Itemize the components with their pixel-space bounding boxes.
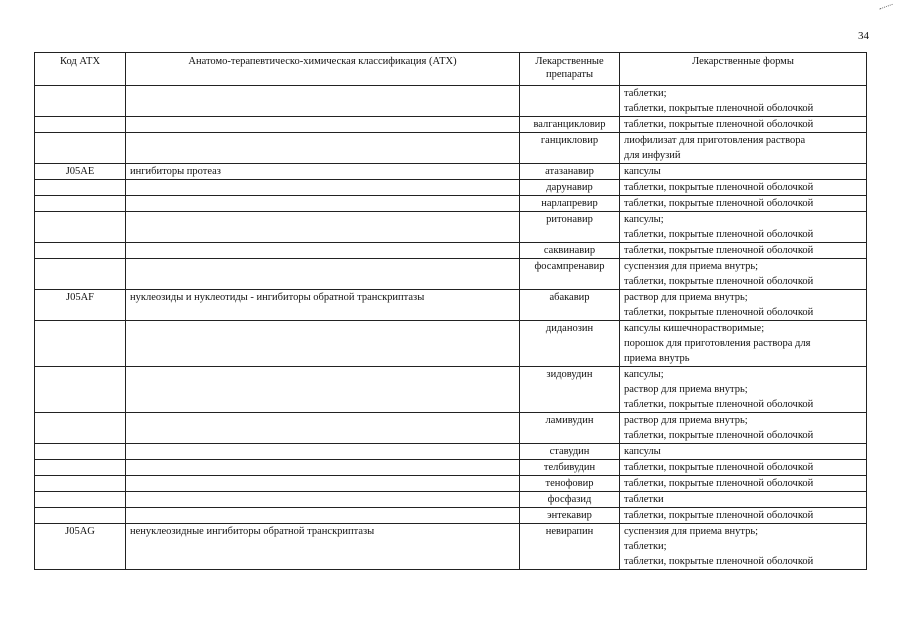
dosage-form-line: таблетки xyxy=(624,494,664,505)
classification-cell xyxy=(126,460,520,476)
dosage-forms-cell xyxy=(620,367,867,413)
classification-cell xyxy=(126,444,520,460)
table-row xyxy=(35,164,867,180)
atc-code-cell xyxy=(35,243,126,259)
dosage-forms-cell xyxy=(620,117,867,133)
dosage-form-line: таблетки, покрытые пленочной оболочкой xyxy=(624,462,814,473)
dosage-form-line: таблетки, покрытые пленочной оболочкой xyxy=(624,198,814,209)
dosage-form-line: таблетки, покрытые пленочной оболочкой xyxy=(624,307,814,318)
drug-name-cell: ставудин xyxy=(520,444,620,460)
table-row xyxy=(35,460,867,476)
drug-name-cell: энтекавир xyxy=(520,508,620,524)
dosage-form-line: таблетки, покрытые пленочной оболочкой xyxy=(624,556,814,567)
table-body xyxy=(35,86,867,570)
dosage-form-line: раствор для приема внутрь; xyxy=(624,415,748,426)
table-row xyxy=(35,413,867,444)
classification-cell xyxy=(126,212,520,243)
dosage-forms-cell xyxy=(620,460,867,476)
classification-cell xyxy=(126,86,520,117)
atc-code-cell: J05AF xyxy=(35,290,126,321)
atc-code-cell xyxy=(35,367,126,413)
drug-name-cell: дарунавир xyxy=(520,180,620,196)
dosage-forms-cell xyxy=(620,86,867,117)
drug-name-cell: тенофовир xyxy=(520,476,620,492)
atc-code-cell xyxy=(35,321,126,367)
dosage-form-line: таблетки, покрытые пленочной оболочкой xyxy=(624,478,814,489)
table-row xyxy=(35,492,867,508)
dosage-forms-cell xyxy=(620,164,867,180)
dosage-form-line: таблетки, покрытые пленочной оболочкой xyxy=(624,103,814,114)
drug-name-cell: фосампренавир xyxy=(520,259,620,290)
dosage-form-line: таблетки; xyxy=(624,88,667,99)
dosage-forms-cell xyxy=(620,524,867,570)
dosage-forms-cell xyxy=(620,508,867,524)
table-row xyxy=(35,259,867,290)
drug-name-cell: абакавир xyxy=(520,290,620,321)
classification-cell xyxy=(126,367,520,413)
table-row xyxy=(35,180,867,196)
dosage-forms-cell xyxy=(620,259,867,290)
drug-name-cell: нарлапревир xyxy=(520,196,620,212)
atc-code-cell xyxy=(35,413,126,444)
table-row xyxy=(35,196,867,212)
dosage-forms-cell xyxy=(620,212,867,243)
classification-cell xyxy=(126,243,520,259)
classification-cell xyxy=(126,413,520,444)
dosage-forms-cell xyxy=(620,133,867,164)
dosage-forms-cell xyxy=(620,290,867,321)
dosage-form-line: суспензия для приема внутрь; xyxy=(624,261,759,272)
table-row xyxy=(35,367,867,413)
dosage-form-line: таблетки, покрытые пленочной оболочкой xyxy=(624,510,814,521)
classification-cell: ингибиторы протеаз xyxy=(126,164,520,180)
atc-code-cell xyxy=(35,86,126,117)
atc-code-cell xyxy=(35,460,126,476)
table-row xyxy=(35,86,867,117)
atc-code-cell xyxy=(35,196,126,212)
dosage-form-line: капсулы; xyxy=(624,214,664,225)
dosage-forms-cell xyxy=(620,180,867,196)
classification-cell xyxy=(126,492,520,508)
dosage-forms-cell xyxy=(620,476,867,492)
dosage-form-line: для инфузий xyxy=(624,150,681,161)
dosage-form-line: порошок для приготовления раствора для xyxy=(624,338,811,349)
atc-code-cell: J05AG xyxy=(35,524,126,570)
dosage-form-line: капсулы xyxy=(624,166,661,177)
classification-cell xyxy=(126,117,520,133)
header-drugs: Лекарственные препараты xyxy=(520,53,620,86)
dosage-form-line: приема внутрь xyxy=(624,353,690,364)
classification-cell: ненуклеозидные ингибиторы обратной транскриптазы xyxy=(126,524,520,570)
dosage-form-line: таблетки, покрытые пленочной оболочкой xyxy=(624,430,814,441)
dosage-forms-cell xyxy=(620,492,867,508)
dosage-form-line: раствор для приема внутрь; xyxy=(624,384,748,395)
page-number: 34 xyxy=(858,30,869,42)
atc-table xyxy=(34,52,867,570)
classification-cell: нуклеозиды и нуклеотиды - ингибиторы обратной транскриптазы xyxy=(126,290,520,321)
dosage-form-line: суспензия для приема внутрь; xyxy=(624,526,759,537)
header-code: Код АТХ xyxy=(35,53,126,86)
classification-cell xyxy=(126,321,520,367)
header-forms: Лекарственные формы xyxy=(620,53,867,86)
atc-code-cell xyxy=(35,508,126,524)
table-row xyxy=(35,508,867,524)
table-row xyxy=(35,524,867,570)
atc-code-cell xyxy=(35,133,126,164)
drug-name-cell: ритонавир xyxy=(520,212,620,243)
drug-name-cell: фосфазид xyxy=(520,492,620,508)
drug-name-cell: валганцикловир xyxy=(520,117,620,133)
dosage-form-line: таблетки; xyxy=(624,541,667,552)
drug-name-cell: ганцикловир xyxy=(520,133,620,164)
classification-cell xyxy=(126,196,520,212)
table-row xyxy=(35,290,867,321)
dosage-forms-cell xyxy=(620,444,867,460)
dosage-forms-cell xyxy=(620,413,867,444)
dosage-forms-cell xyxy=(620,243,867,259)
dosage-forms-cell xyxy=(620,321,867,367)
drug-name-cell: диданозин xyxy=(520,321,620,367)
drug-name-cell: зидовудин xyxy=(520,367,620,413)
drug-name-cell: ламивудин xyxy=(520,413,620,444)
drug-name-cell: телбивудин xyxy=(520,460,620,476)
table-row xyxy=(35,321,867,367)
dosage-form-line: таблетки, покрытые пленочной оболочкой xyxy=(624,276,814,287)
classification-cell xyxy=(126,180,520,196)
table-row xyxy=(35,117,867,133)
atc-code-cell xyxy=(35,180,126,196)
dosage-form-line: капсулы кишечнорастворимые; xyxy=(624,323,765,334)
atc-code-cell xyxy=(35,492,126,508)
drug-name-cell: атазанавир xyxy=(520,164,620,180)
classification-cell xyxy=(126,476,520,492)
drug-name-cell: саквинавир xyxy=(520,243,620,259)
table-header-row xyxy=(35,53,867,86)
dosage-forms-cell xyxy=(620,196,867,212)
dosage-form-line: таблетки, покрытые пленочной оболочкой xyxy=(624,245,814,256)
scan-corner-mark xyxy=(879,4,895,15)
dosage-form-line: лиофилизат для приготовления раствора xyxy=(624,135,806,146)
table-row xyxy=(35,212,867,243)
dosage-form-line: капсулы; xyxy=(624,369,664,380)
dosage-form-line: капсулы xyxy=(624,446,661,457)
dosage-form-line: таблетки, покрытые пленочной оболочкой xyxy=(624,229,814,240)
atc-code-cell xyxy=(35,444,126,460)
atc-code-cell: J05AE xyxy=(35,164,126,180)
classification-cell xyxy=(126,133,520,164)
table-row xyxy=(35,133,867,164)
dosage-form-line: таблетки, покрытые пленочной оболочкой xyxy=(624,399,814,410)
atc-code-cell xyxy=(35,117,126,133)
dosage-form-line: таблетки, покрытые пленочной оболочкой xyxy=(624,119,814,130)
dosage-form-line: раствор для приема внутрь; xyxy=(624,292,748,303)
table-row xyxy=(35,476,867,492)
header-classification: Анатомо-терапевтическо-химическая классификация (АТХ) xyxy=(126,53,520,86)
classification-cell xyxy=(126,259,520,290)
atc-code-cell xyxy=(35,259,126,290)
drug-name-cell: невирапин xyxy=(520,524,620,570)
atc-code-cell xyxy=(35,476,126,492)
table-row xyxy=(35,243,867,259)
table-row xyxy=(35,444,867,460)
classification-cell xyxy=(126,508,520,524)
dosage-form-line: таблетки, покрытые пленочной оболочкой xyxy=(624,182,814,193)
drug-name-cell xyxy=(520,86,620,117)
atc-code-cell xyxy=(35,212,126,243)
